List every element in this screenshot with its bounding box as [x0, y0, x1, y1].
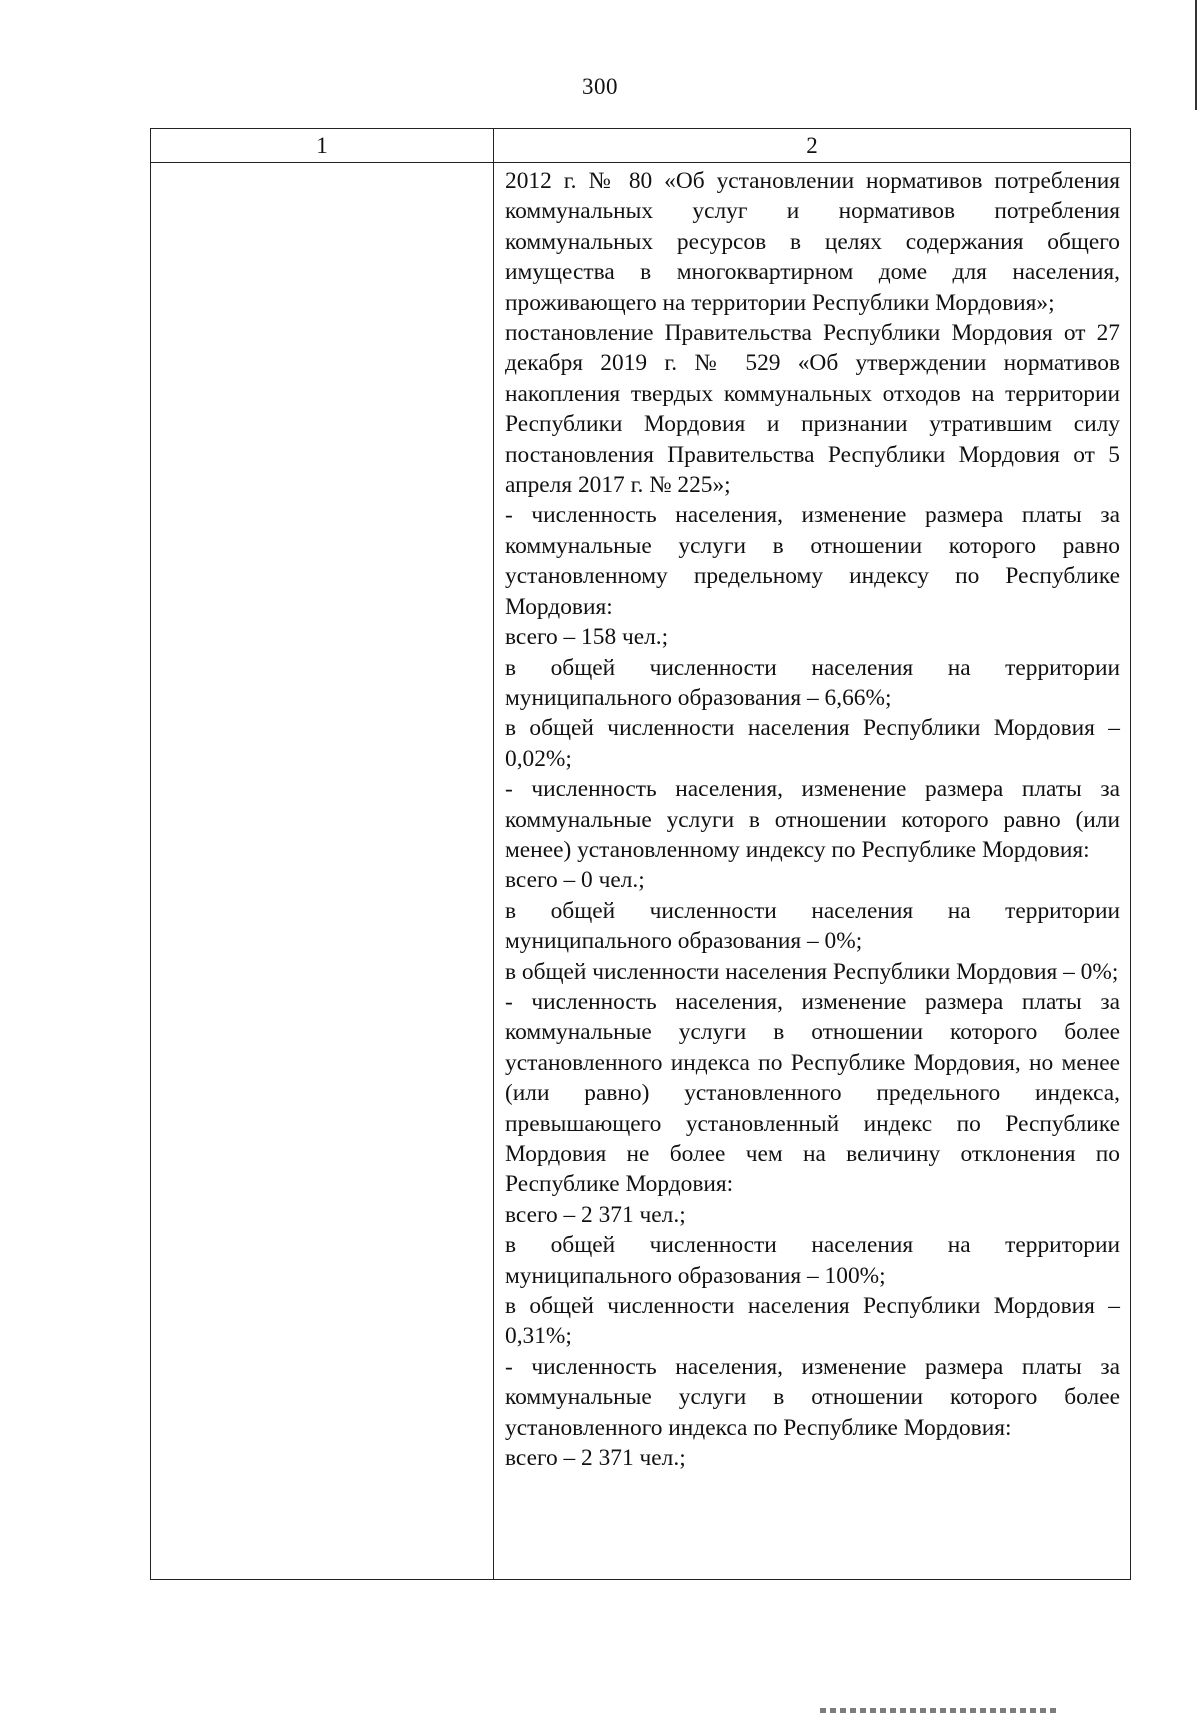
scan-smudge-mark: [820, 1708, 1060, 1713]
column-1-cell: [151, 163, 494, 1580]
column-header-2: 2: [494, 129, 1131, 163]
paragraph: в общей численности населения Республики Мордовия – 0,02%;: [505, 715, 1120, 772]
paragraph: всего – 0 чел.;: [505, 867, 645, 894]
table-header-row: [151, 129, 1131, 163]
paragraph: в общей численности населения Республики Мордовия – 0,31%;: [505, 1293, 1120, 1350]
paragraph: всего – 2 371 чел.;: [505, 1445, 686, 1472]
paragraph: в общей численности населения на территории муниципального образования – 100%;: [505, 1232, 1120, 1289]
paragraph: постановление Правительства Республики Мордовия от 27 декабря 2019 г. № 529 «Об утверждении нормативов накопления твердых коммунальных отходов на территории Республики Мордовия и признании утратившим силу постановления Правительства Республики Мордовия от 5 апреля 2017 г. № 225»;: [505, 320, 1120, 499]
paragraph: - численность населения, изменение размера платы за коммунальные услуги в отношении которого более установленного индекса по Республике Мордовия, но менее (или равно) установленного предельного индекса, превышающего установленный индекс по Республике Мордовия не более чем на величину отклонения по Республике Мордовия:: [505, 988, 1120, 1198]
document-table: [150, 128, 1131, 1580]
page-number: 300: [582, 74, 618, 99]
paragraph: - численность населения, изменение размера платы за коммунальные услуги в отношении которого равно установленному предельному индексу по Республике Мордовия:: [505, 502, 1120, 620]
paragraph: - численность населения, изменение размера платы за коммунальные услуги в отношении которого равно (или менее) установленному индексу по Республике Мордовия:: [505, 776, 1120, 863]
paragraph: - численность населения, изменение размера платы за коммунальные услуги в отношении которого более установленного индекса по Республике Мордовия:: [505, 1353, 1120, 1441]
table-content-row: [151, 163, 1131, 1580]
column-2-cell: [494, 163, 1131, 1580]
paragraph: всего – 158 чел.;: [505, 624, 669, 651]
column-header-1: 1: [151, 129, 494, 163]
paragraph: в общей численности населения на территории муниципального образования – 0%;: [505, 897, 1120, 955]
paragraph: в общей численности населения Республики Мордовия – 0%;: [505, 958, 1119, 985]
paragraph: 2012 г. № 80 «Об установлении нормативов потребления коммунальных услуг и нормативов потребления коммунальных ресурсов в целях содержания общего имущества в многоквартирном доме для населения, проживающего на территории Республики Мордовия»;: [505, 168, 1120, 316]
paragraph: всего – 2 371 чел.;: [505, 1201, 686, 1228]
paragraph: в общей численности населения на территории муниципального образования – 6,66%;: [505, 654, 1120, 711]
